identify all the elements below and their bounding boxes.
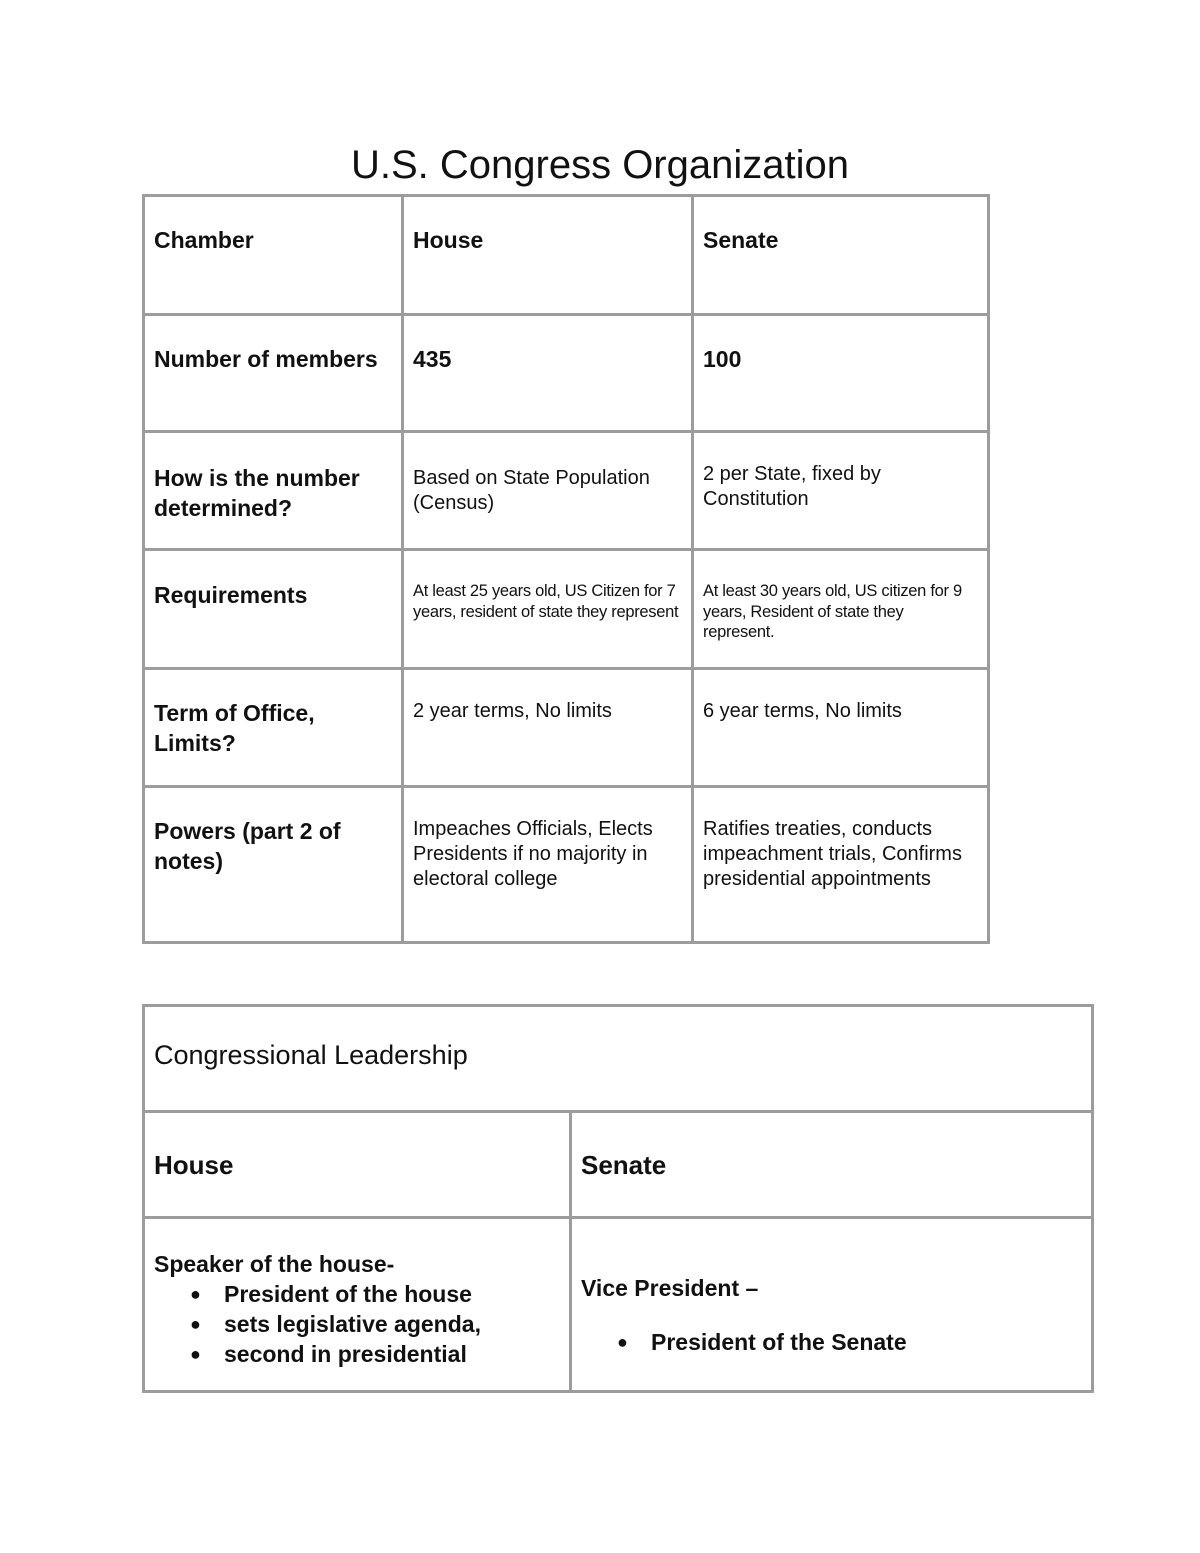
senate-leader-cell (571, 1218, 1093, 1392)
house-leader-cell (144, 1218, 571, 1392)
table-row (144, 1218, 1093, 1392)
table-row (144, 1112, 1093, 1218)
senate-value-cell: 2 per State, fixed by Constitution (693, 432, 989, 550)
table-row (144, 550, 989, 669)
table-row (144, 1006, 1093, 1112)
senate-value-cell: Ratifies treaties, conducts impeachment trials, Confirms presidential appointments (693, 787, 989, 943)
senate-header-cell: Senate (571, 1112, 1093, 1218)
row-label: Chamber (144, 196, 403, 315)
table-row (144, 787, 989, 943)
row-label: Term of Office, Limits? (144, 669, 403, 787)
house-value-cell: Impeaches Officials, Elects Presidents if no majority in electoral college (403, 787, 693, 943)
senate-value-cell: At least 30 years old, US citizen for 9 years, Resident of state they represent. (693, 550, 989, 669)
table-row (144, 196, 989, 315)
senate-value-cell: 100 (693, 315, 989, 432)
bullet-icon: ● (190, 1314, 201, 1334)
list-item: ● President of the Senate (617, 1329, 907, 1355)
bullet-icon: ● (190, 1344, 201, 1364)
speaker-title: Speaker of the house- (154, 1251, 395, 1277)
vice-president-duties-list (581, 1327, 1082, 1357)
house-value-cell: At least 25 years old, US Citizen for 7 years, resident of state they represent (403, 550, 693, 669)
bullet-icon: ● (190, 1284, 201, 1304)
table-row (144, 432, 989, 550)
list-item: ● sets legislative agenda, (190, 1311, 481, 1337)
congress-organization-table (142, 194, 990, 944)
row-label: Number of members (144, 315, 403, 432)
list-item: ● second in presidential (190, 1341, 467, 1367)
house-header-cell: House (403, 196, 693, 315)
house-header-cell: House (144, 1112, 571, 1218)
bullet-icon: ● (617, 1332, 628, 1352)
row-label: Powers (part 2 of notes) (144, 787, 403, 943)
list-item: ● President of the house (190, 1281, 472, 1307)
house-value-cell: 2 year terms, No limits (403, 669, 693, 787)
leadership-title: Congressional Leadership (144, 1006, 1093, 1112)
senate-value-cell: 6 year terms, No limits (693, 669, 989, 787)
house-value-cell: Based on State Population (Census) (403, 432, 693, 550)
table-row (144, 669, 989, 787)
house-value-cell: 435 (403, 315, 693, 432)
congressional-leadership-table (142, 1004, 1094, 1393)
row-label: Requirements (144, 550, 403, 669)
senate-header-cell: Senate (693, 196, 989, 315)
table-row (144, 315, 989, 432)
vice-president-title: Vice President – (581, 1275, 759, 1301)
page-title: U.S. Congress Organization (350, 143, 849, 187)
speaker-duties-list (154, 1279, 560, 1369)
row-label: How is the number determined? (144, 432, 403, 550)
